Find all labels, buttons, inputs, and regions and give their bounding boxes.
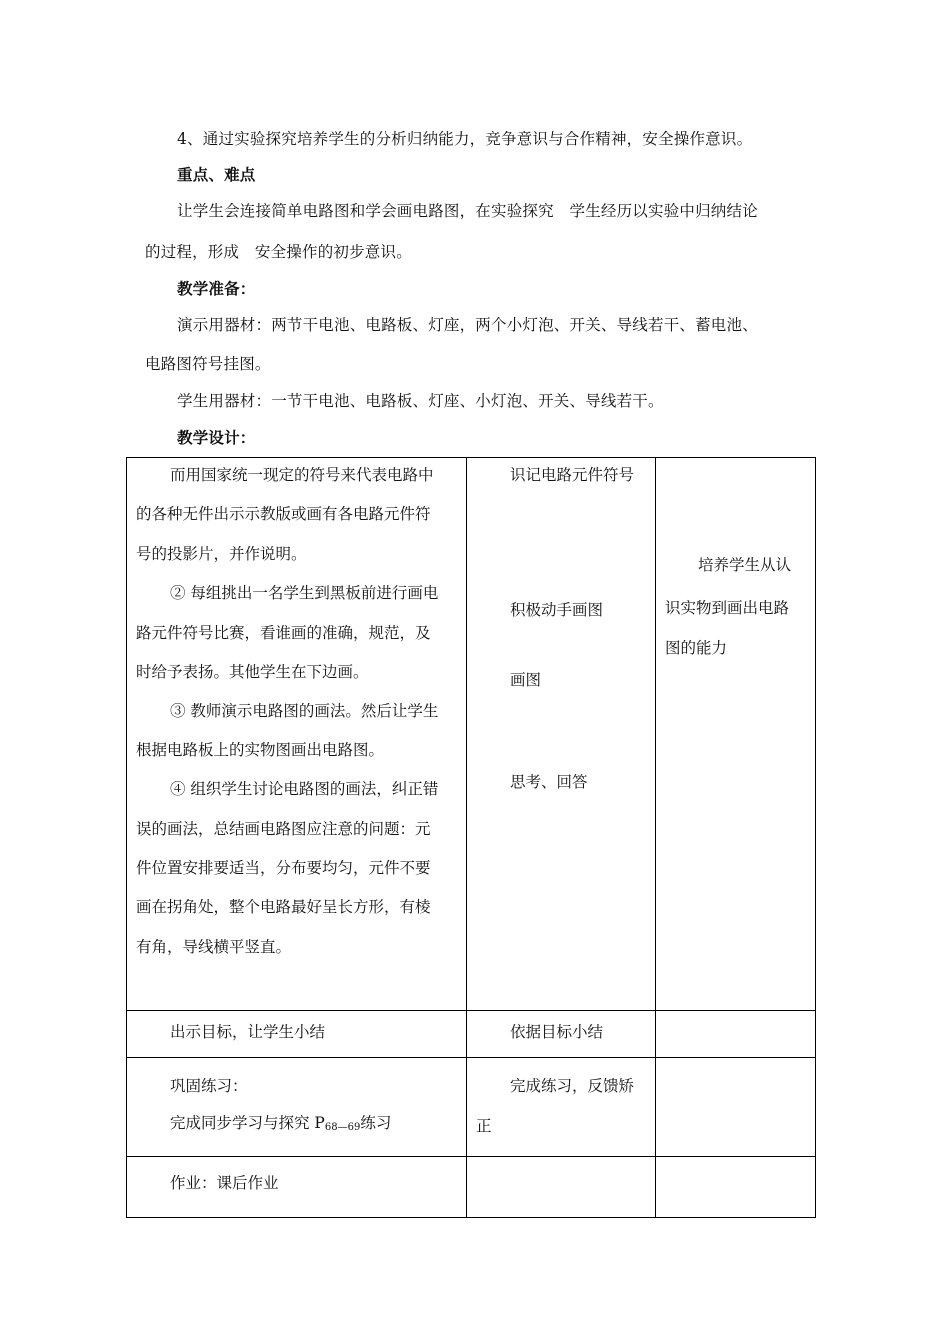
teacher-line: ④ 组织学生讨论电路图的画法，纠正错 [170, 780, 439, 798]
teacher-line: 的各种无件出示示教版或画有各电路元件符 [136, 505, 431, 523]
design-intent-cell [656, 1058, 816, 1157]
student-item: 依据目标小结 [510, 1023, 604, 1041]
design-intent-cell [656, 458, 816, 1011]
key-points-line-2: 的过程，形成 安全操作的初步意识。 [145, 243, 412, 261]
student-equipment-line: 学生用器材：一节干电池、电路板、灯座、小灯泡、开关、导线若干。 [177, 392, 664, 410]
student-item: 识记电路元件符号 [510, 466, 635, 484]
teacher-line: 误的画法，总结画电路图应注意的问题：元 [136, 820, 431, 838]
student-item: 思考、回答 [510, 773, 588, 791]
student-item: 画图 [510, 671, 542, 689]
student-item: 积极动手画图 [510, 601, 604, 619]
teacher-line: 根据电路板上的实物图画出电路图。 [136, 741, 385, 759]
key-points-line-1: 让学生会连接简单电路图和学会画电路图，在实验探究 学生经历以实验中归纳结论 [177, 202, 758, 220]
student-item: 正 [476, 1117, 492, 1135]
table-row [127, 1058, 816, 1157]
intent-line: 图的能力 [665, 639, 728, 657]
teacher-line: ③ 教师演示电路图的画法。然后让学生 [170, 702, 439, 720]
teacher-line: 号的投影片，并作说明。 [136, 545, 307, 563]
intent-line: 培养学生从认 [698, 556, 792, 574]
student-activity-cell [467, 458, 656, 1011]
design-intent-cell [656, 1011, 816, 1058]
page-range: 68—69 [324, 1122, 361, 1133]
student-activity-cell [467, 1058, 656, 1157]
design-intent-cell [656, 1157, 816, 1218]
student-item: 完成练习，反馈矫 [510, 1077, 635, 1095]
teacher-line: 作业：课后作业 [170, 1174, 279, 1192]
teacher-activity-cell [127, 458, 467, 1011]
table-row [127, 1011, 816, 1058]
demo-equipment-line-2: 电路图符号挂图。 [145, 355, 271, 373]
exercise-suffix: 练习 [360, 1114, 392, 1132]
teacher-line: 巩固练习： [170, 1077, 248, 1095]
teacher-line: 出示目标，让学生小结 [170, 1023, 326, 1041]
teacher-line: 路元件符号比赛，看谁画的准确，规范，及 [136, 624, 431, 642]
teacher-line: 件位置安排要适当，分布要均匀，元件不要 [136, 859, 431, 877]
key-points-heading: 重点、难点 [177, 165, 256, 184]
lesson-design-table [126, 457, 816, 1218]
teacher-activity-cell [127, 1157, 467, 1218]
table-row [127, 1157, 816, 1218]
teacher-activity-cell [127, 1058, 467, 1157]
teacher-activity-cell [127, 1011, 467, 1058]
demo-equipment-line-1: 演示用器材：两节干电池、电路板、灯座，两个小灯泡、开关、导线若干、蓄电池、 [177, 316, 758, 334]
student-activity-cell [467, 1011, 656, 1058]
teacher-line: ② 每组挑出一名学生到黑板前进行画电 [170, 584, 439, 602]
student-activity-cell [467, 1157, 656, 1218]
design-heading: 教学设计： [177, 428, 256, 447]
teacher-line: 而用国家统一现定的符号来代表电路中 [170, 466, 434, 484]
teacher-line [170, 1111, 391, 1133]
teacher-line: 时给予表扬。其他学生在下边画。 [136, 663, 369, 681]
table-row [127, 458, 816, 1011]
objective-4: 4、通过实验探究培养学生的分析归纳能力，竞争意识与合作精神，安全操作意识。 [177, 130, 753, 148]
teacher-line: 有角，导线横平竖直。 [136, 938, 292, 956]
intent-line: 识实物到画出电路 [665, 599, 790, 617]
teacher-line: 画在拐角处，整个电路最好呈长方形，有棱 [136, 898, 431, 916]
preparation-heading: 教学准备： [177, 279, 256, 298]
exercise-text: 完成同步学习与探究 P [170, 1114, 325, 1132]
